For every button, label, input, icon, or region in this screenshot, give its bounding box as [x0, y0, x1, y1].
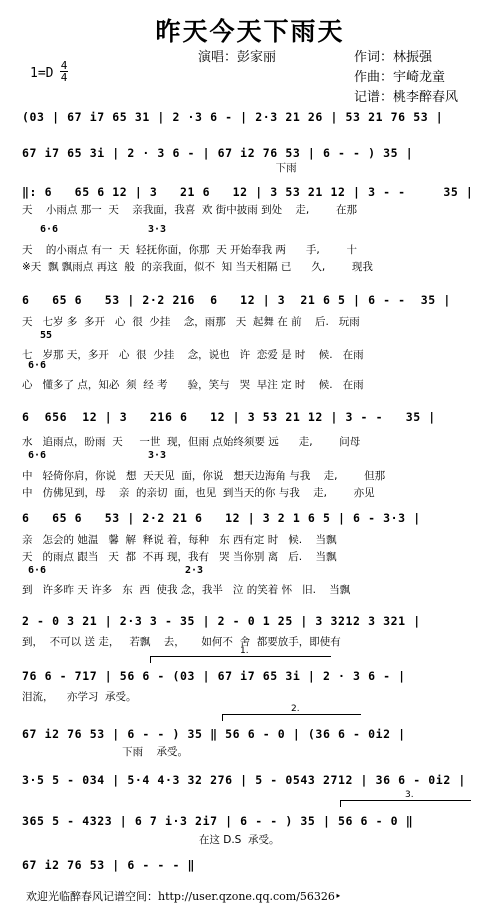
- notation-row: 2 - 0 3 21 | 2·3 3 - 35 | 2 - 0 1 25 | 3 3212 3 321 |: [22, 614, 421, 628]
- composer-credit: 作曲：宇崎龙童: [354, 70, 446, 85]
- song-title: 昨天今天下雨天: [155, 17, 345, 46]
- lyric-line: 在这 D.S 承受。: [22, 834, 280, 846]
- notation-row: (03 | 67 i7 65 31 | 2 ·3 6 - | 2·3 21 26 | 53 21 76 53 |: [22, 110, 444, 124]
- lyric-line: 天 小雨点 那一 天 亲我面，我喜 欢 街中披雨 到处 走, 在那: [22, 204, 357, 216]
- lyric-line: 天 七岁 多 多开 心 很 少挂 念，雨那 天 起舞 在 前 后. 玩雨: [22, 316, 360, 328]
- key-signature: 1=D: [30, 66, 54, 81]
- notation-row: 67 i2 76 53 | 6 - - ) 35 ‖ 56 6 - 0 | (36 6 - 0i2 |: [22, 727, 406, 741]
- lyric-line: 亲 怎会的 她温 馨 解 释说 着，每种 东 西有定 时 候. 当飘: [22, 534, 337, 546]
- lyric-line: 到 许多昨 天 许多 东 西 使我 念，我半 泣 的笑着 怀 旧. 当飘: [22, 584, 351, 596]
- alt-notation: 6·6: [28, 360, 47, 371]
- volta-bracket: [222, 714, 361, 721]
- notation-row: ‖: 6 65 6 12 | 3 21 6 12 | 3 53 21 12 | 3 - - 35 |: [22, 185, 474, 199]
- volta-number: 2.: [291, 704, 300, 714]
- notation-row: 6 65 6 53 | 2·2 21 6 12 | 3 2 1 6 5 | 6 - 3·3 |: [22, 511, 421, 525]
- volta-number: 3.: [405, 790, 414, 800]
- alt-notation: 3·3: [148, 450, 167, 461]
- lyricist-credit: 作词：林振强: [354, 50, 433, 65]
- notation-row: 67 i7 65 3i | 2 · 3 6 - | 67 i2 76 53 | 6 - - ) 35 |: [22, 146, 414, 160]
- lyric-line: 到， 不可以 送 走， 若飘 去， 如何不 舍 都要放手，即使有: [22, 636, 341, 648]
- lyric-line: 中 仿佛见到，母 亲 的亲切 面，也见 到当天的你 与我 走, 亦见: [22, 487, 375, 499]
- lyric-line: 天 的小雨点 有一 天 轻抚你面，你那 天 开始奉我 两 手, 十: [22, 244, 357, 256]
- alt-notation: 55: [40, 330, 53, 341]
- alt-notation: 2·3: [185, 565, 204, 576]
- notation-row: 67 i2 76 53 | 6 - - - ‖: [22, 858, 196, 872]
- lyric-line: ※天 飘 飘雨点 再这 般 的亲我面，似不 知 当天相隔 已 久, 现我: [22, 261, 373, 273]
- lyric-line: 天 的雨点 跟当 天 都 不再 现，我有 哭 当你别 离 后. 当飘: [22, 551, 337, 563]
- notation-row: 6 65 6 53 | 2·2 216 6 12 | 3 21 6 5 | 6 - - 35 |: [22, 293, 451, 307]
- time-signature: [60, 60, 68, 83]
- notation-row: 76 6 - 717 | 56 6 - (03 | 67 i7 65 3i | 2 · 3 6 - |: [22, 669, 406, 683]
- lyric-line: 泪流， 亦学习 承受。: [22, 691, 137, 703]
- notation-row: 3·5 5 - 034 | 5·4 4·3 32 276 | 5 - 0543 2712 | 36 6 - 0i2 |: [22, 773, 466, 787]
- footer-note: 欢迎光临醉春风记谱空间：http://user.qzone.qq.com/56326‣: [26, 890, 342, 903]
- volta-bracket: [340, 800, 471, 807]
- volta-bracket: [150, 656, 331, 663]
- alt-notation: 3·3: [148, 224, 167, 235]
- alt-notation: 6·6: [40, 224, 59, 235]
- time-sig-bottom: 4: [60, 71, 68, 84]
- volta-number: 1.: [240, 646, 249, 656]
- singer-credit: 演唱：彭家丽: [198, 50, 277, 65]
- lyric-line: 七 岁那 天，多开 心 很 少挂 念，说也 许 恋爱 是 时 候. 在雨: [22, 349, 364, 361]
- transcriber-credit: 记谱：桃李醉春风: [354, 90, 459, 105]
- alt-notation: 6·6: [28, 565, 47, 576]
- alt-notation: 6·6: [28, 450, 47, 461]
- lyric-line: 下雨: [22, 162, 297, 174]
- notation-row: 6 656 12 | 3 216 6 12 | 3 53 21 12 | 3 - - 35 |: [22, 410, 436, 424]
- notation-row: 365 5 - 4323 | 6 7 i·3 2i7 | 6 - - ) 35 | 56 6 - 0 ‖: [22, 814, 414, 828]
- lyric-line: 心 懂多了 点，知必 须 经 考 验，笑与 哭 早注 定 时 候. 在雨: [22, 379, 364, 391]
- lyric-line: 水 追雨点，盼雨 天 一世 现，但雨 点始终须要 远 走, 问母: [22, 436, 361, 448]
- lyric-line: 下雨 承受。: [22, 746, 188, 758]
- time-sig-top: 4: [60, 59, 68, 72]
- lyric-line: 中 轻倚你肩，你说 想 天天见 面，你说 想天边海角 与我 走, 但那: [22, 470, 386, 482]
